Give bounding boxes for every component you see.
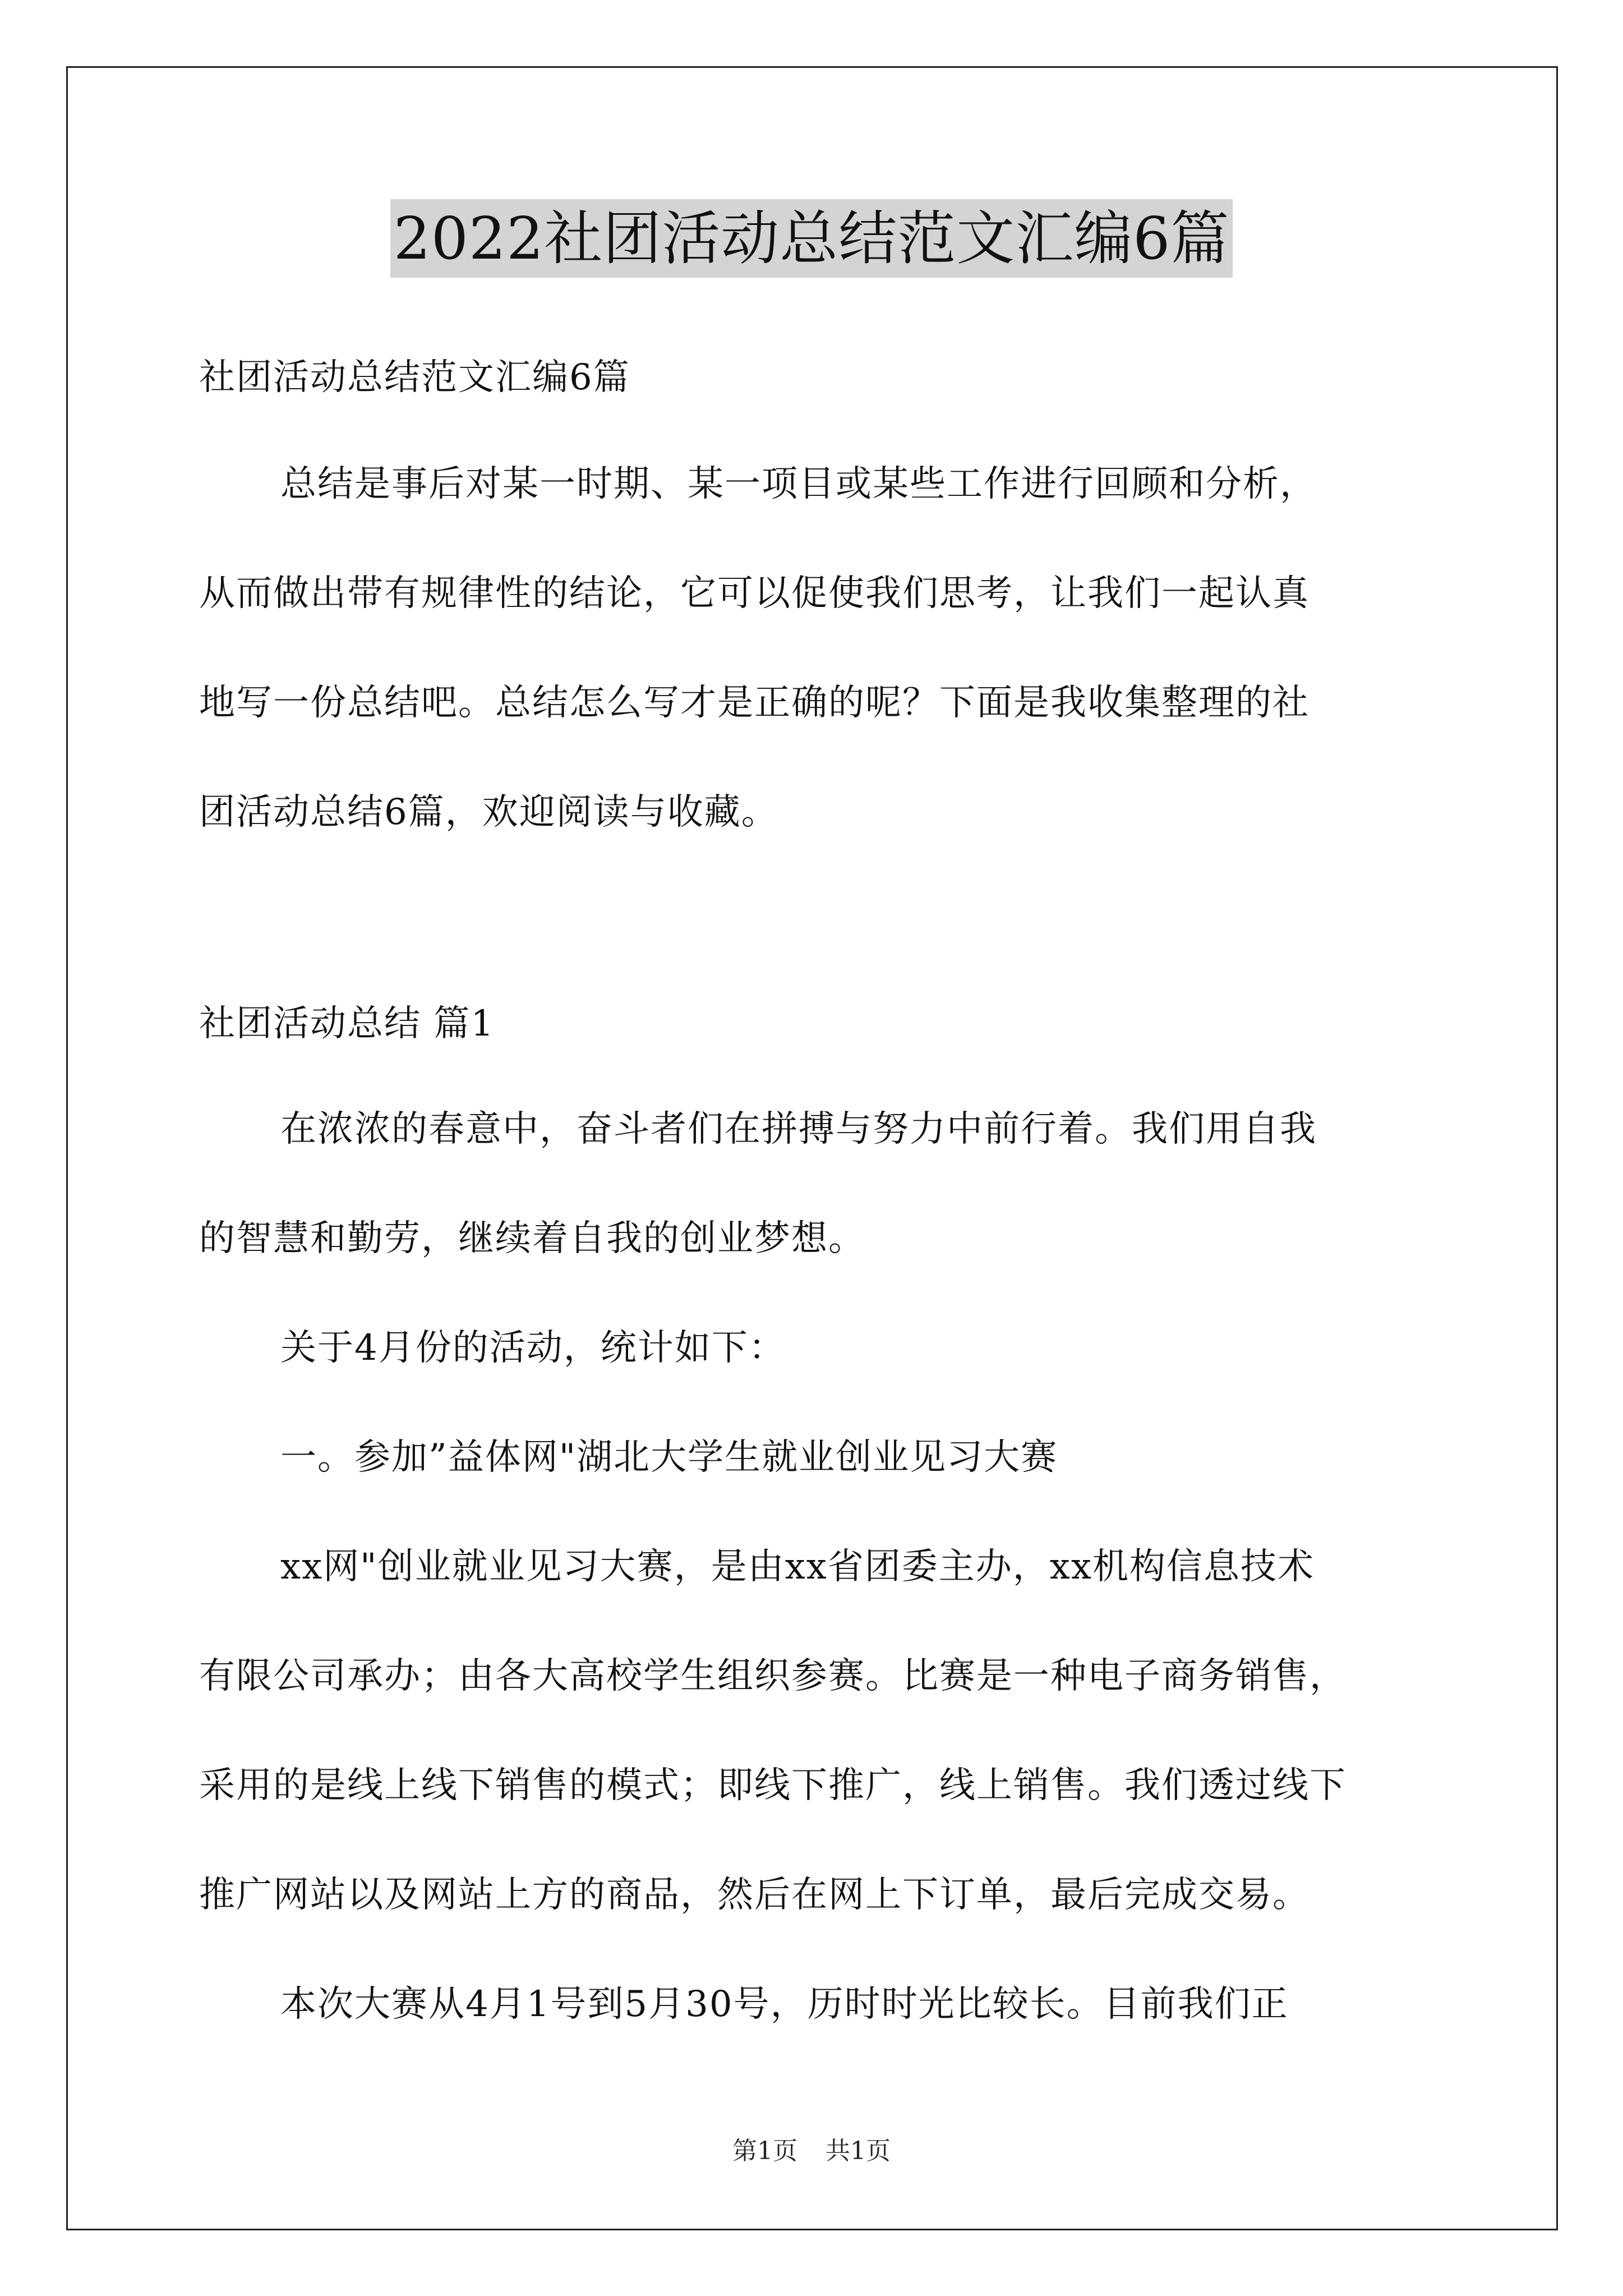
body-line-6: 有限公司承办；由各大高校学生组织参赛。比赛是一种电子商务销售， <box>199 1655 1347 1697</box>
section-heading: 社团活动总结 篇1 <box>199 1003 495 1045</box>
body-line-2: 的智慧和勤劳，继续着自我的创业梦想。 <box>199 1218 865 1259</box>
intro-line-1: 总结是事后对某一时期、某一项目或某些工作进行回顾和分析， <box>280 463 1317 505</box>
document-title: 2022社团活动总结范文汇编6篇 <box>390 199 1233 278</box>
body-line-8: 推广网站以及网站上方的商品，然后在网上下订单，最后完成交易。 <box>199 1874 1310 1916</box>
document-subtitle: 社团活动总结范文汇编6篇 <box>199 357 630 398</box>
title-container <box>0 199 1623 278</box>
intro-line-2: 从而做出带有规律性的结论，它可以促使我们思考，让我们一起认真 <box>199 573 1310 614</box>
body-line-4: 一。参加”益体网"湖北大学生就业创业见习大赛 <box>280 1437 1058 1478</box>
page-number-total: 共1页 <box>826 2137 891 2165</box>
page-number-current: 第1页 <box>732 2137 797 2165</box>
intro-line-4: 团活动总结6篇，欢迎阅读与收藏。 <box>199 792 778 833</box>
body-line-7: 采用的是线上线下销售的模式；即线下推广，线上销售。我们透过线下 <box>199 1765 1347 1806</box>
page-footer <box>0 2134 1623 2168</box>
body-line-1: 在浓浓的春意中，奋斗者们在拼搏与努力中前行着。我们用自我 <box>280 1108 1317 1150</box>
body-line-3: 关于4月份的活动，统计如下： <box>280 1327 786 1369</box>
body-line-5: xx网"创业就业见习大赛，是由xx省团委主办，xx机构信息技术 <box>280 1546 1315 1588</box>
intro-line-3: 地写一份总结吧。总结怎么写才是正确的呢？下面是我收集整理的社 <box>199 682 1310 724</box>
body-line-9: 本次大赛从4月1号到5月30号，历时时光比较长。目前我们正 <box>280 1984 1289 2025</box>
